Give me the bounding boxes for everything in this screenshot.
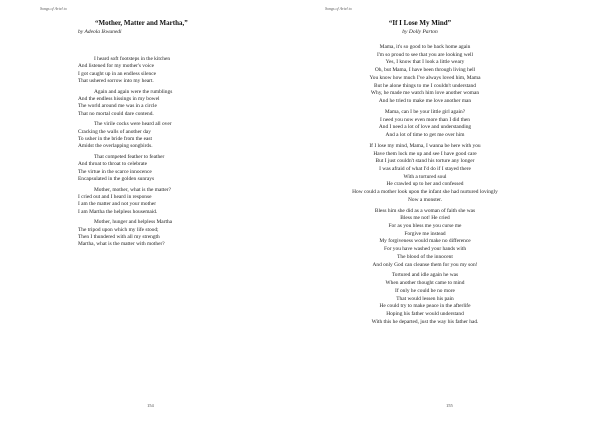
byline-author: Adeola Ikwunedi <box>84 29 122 35</box>
poem-line: How could a mother look upon the infant she had nurtured lovingly <box>352 189 498 196</box>
poem-line: Mother, hunger and helpless Martha <box>94 219 173 226</box>
stanza <box>300 272 550 326</box>
byline-prefix: by <box>78 29 85 35</box>
poem-line: Yes, I know that I look a little weary <box>385 59 465 66</box>
poem-line: Mama, it's so good to be back home again <box>379 44 471 50</box>
stanza <box>300 208 550 270</box>
poem-line: The tripod upon which my life stood; <box>78 226 159 233</box>
byline-author: Dolly Parton <box>408 29 438 35</box>
stanza <box>300 109 550 140</box>
poem-line: Cracking the walls of another day <box>78 128 151 135</box>
poem-line: I need you now even more than I did then <box>380 116 470 123</box>
poem-line: And he tried to make me love another man <box>378 97 472 104</box>
poem-line: I heard soft footsteps in the kitchen <box>94 56 171 62</box>
left-running-head: Songs of Ariel to <box>40 6 67 11</box>
poem-line: The virile cocks were heard all over <box>94 121 172 128</box>
stanza <box>300 44 550 106</box>
poem-line: When another thought came to mind <box>385 280 465 287</box>
stanza <box>78 187 278 217</box>
poem-line: I was afraid of what I'd do if I stayed there <box>379 165 471 172</box>
left-poem-title: “Mother, Matter and Martha,” <box>95 19 188 27</box>
left-poem-body <box>78 56 278 252</box>
poem-line: He could try to make peace in the afterlife <box>379 303 471 310</box>
poem-line: And only God can cleanse them for you my son! <box>372 261 478 268</box>
poem-line: Amidst the overlapping songbirds. <box>78 143 153 150</box>
poem-line: Tortured and idle again he was <box>391 272 459 279</box>
poem-line: And the endless hissings in my bowel <box>78 96 160 103</box>
poem-line: Have them lock me up and see I have good care <box>373 150 477 157</box>
poem-line: Then I thundered with all my strength <box>78 233 160 240</box>
poem-line: That ushered sorrow into my heart. <box>78 78 154 85</box>
poem-line: I am Martha the helpless housemaid. <box>78 208 158 215</box>
poem-line: With this he departed, just the way his father had. <box>371 318 479 325</box>
stanza <box>78 121 278 151</box>
poem-line: And I need a lot of love and understanding <box>378 124 472 131</box>
poem-line: The blood of the innocent <box>397 253 453 260</box>
poem-line: Why, he made me watch him love another woman <box>370 90 480 97</box>
poem-line: For as you bless me you curse me <box>388 223 462 230</box>
poem-line: With a tortured soul <box>403 173 447 180</box>
poem-line: If only he could be no more <box>395 287 455 294</box>
stanza <box>78 219 278 249</box>
poem-line: For you have washed your hands with <box>383 246 467 253</box>
poem-line: To usher in the bride from the east <box>78 136 153 143</box>
poem-line: I cried out and I heard in response <box>78 193 152 200</box>
poem-line: Encapsulated in the golden sunrays <box>78 176 155 183</box>
stanza <box>78 154 278 184</box>
poem-line: But he alone things to me I couldn't understand <box>374 82 476 89</box>
poem-line: And listened for my mother's voice <box>78 63 154 70</box>
poem-line: The world around me was in a circle <box>78 103 157 110</box>
right-poem-byline <box>370 29 470 35</box>
poem-line: I'm so proud to see that you are looking well <box>376 51 474 58</box>
poem-line: That would lessen his pain <box>396 295 454 302</box>
poem-line: He crawled up to her and confessed <box>386 181 464 188</box>
poem-line: That competed feather to feather <box>94 153 165 160</box>
poem-line: Again and again were the rumblings <box>94 88 173 95</box>
right-poem-body <box>300 44 550 330</box>
byline-prefix: by <box>402 29 409 35</box>
poem-line: Forgive me instead <box>404 230 446 237</box>
poem-line: Oh, but Mama, I have been through living hell <box>374 67 476 74</box>
poem-line: But I just couldn't stand his torture any longer <box>375 158 475 165</box>
poem-line: If I lose my mind, Mama, I wanna be here with you <box>369 142 481 149</box>
poem-line: The virtue in the scarce innocence <box>78 168 152 175</box>
poem-line: I am the matter and not your mother <box>78 201 156 208</box>
poem-line: That no mortal could dare contend. <box>78 110 154 117</box>
poem-line: And throat to throat to celebrate <box>78 161 148 168</box>
right-running-head: Songs of Ariel to <box>325 6 352 11</box>
stanza <box>300 143 550 205</box>
right-poem-title: “If I Lose My Mind” <box>388 19 452 27</box>
stanza <box>78 89 278 119</box>
poem-line: Bless me not! He cried <box>400 215 450 222</box>
poem-line: And a lot of time to get me over him <box>385 131 465 138</box>
right-page-number: 155 <box>446 403 453 408</box>
poem-line: My forgiveness would make no difference <box>379 238 471 245</box>
poem-line: Martha, what is the matter with mother? <box>78 241 165 248</box>
poem-line: You know how much I've always loved him, Mama <box>369 74 481 81</box>
left-poem-byline <box>78 29 122 35</box>
poem-line: I got caught up in an endless silence <box>78 70 156 77</box>
poem-line: Bless him she did as a woman of faith she was <box>374 207 476 214</box>
poem-line: Now a monster. <box>408 196 442 203</box>
left-page-number: 154 <box>147 403 154 408</box>
stanza <box>78 56 278 86</box>
poem-line: Mama, can I be your little girl again? <box>384 108 466 115</box>
poem-line: Hoping his father would understand <box>386 310 464 317</box>
poem-line: Mother, mother, what is the matter? <box>94 186 171 193</box>
